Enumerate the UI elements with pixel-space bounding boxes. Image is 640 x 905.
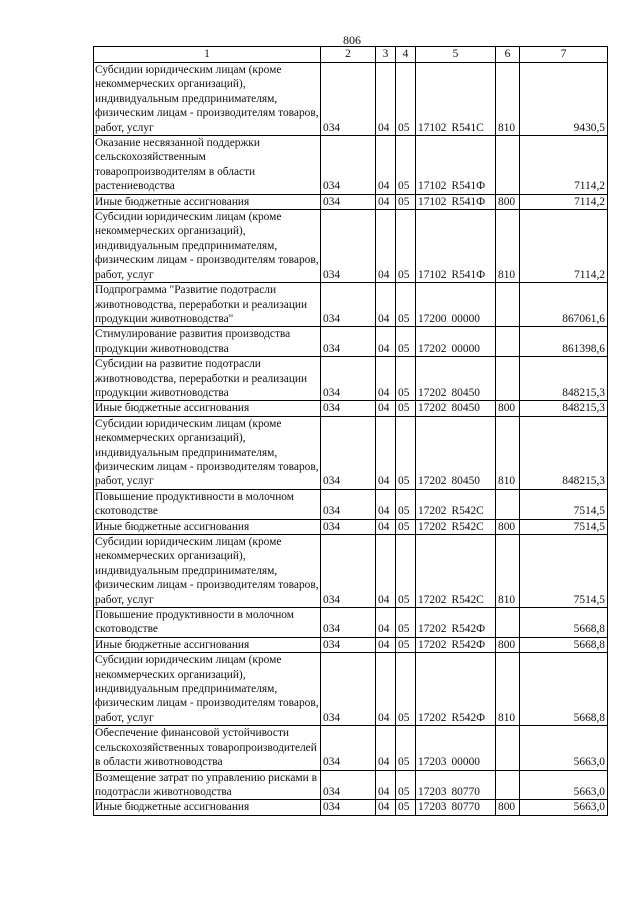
row-expense-type (496, 136, 520, 195)
row-name: Субсидии на развитие подотрасли животноводства, переработки и реализации продукции животноводства (94, 357, 321, 401)
row-section-code: 04 (376, 653, 396, 726)
table-row (94, 283, 608, 327)
row-expense-type: 800 (496, 800, 520, 815)
row-subsection-code: 05 (396, 63, 416, 136)
row-section-code: 04 (376, 194, 396, 209)
row-subsection-code: 05 (396, 357, 416, 401)
row-ministry-code: 034 (321, 489, 376, 519)
row-name: Субсидии юридическим лицам (кроме некоммерческих организаций), индивидуальным предпринимателям, физическим лицам - производителям товаров, работ, услуг (95, 536, 319, 606)
row-name: Повышение продуктивности в молочном скотоводстве (94, 489, 321, 519)
row-target-article (416, 800, 496, 815)
target-article-program: 17102 (418, 180, 447, 193)
row-ministry-code: 034 (321, 800, 376, 815)
target-article-program: 17202 (418, 386, 447, 399)
row-section-code: 04 (376, 519, 396, 534)
row-name: Стимулирование развития производства продукции животноводства (94, 327, 321, 357)
row-target-article (416, 283, 496, 327)
target-article-program: 17202 (418, 593, 447, 606)
target-article-code: 00000 (451, 342, 480, 355)
row-sum: 5668,8 (520, 653, 608, 726)
row-subsection-code: 05 (396, 637, 416, 652)
row-ministry-code: 034 (321, 357, 376, 401)
row-section-code: 04 (376, 416, 396, 489)
target-article-code: 80450 (451, 386, 480, 399)
row-expense-type (496, 357, 520, 401)
row-target-article (416, 210, 496, 283)
row-name: Оказание несвязанной поддержки сельскохозяйственным товаропроизводителям в области растениеводства (94, 136, 321, 195)
row-ministry-code: 034 (321, 63, 376, 136)
row-ministry-code: 034 (321, 726, 376, 770)
row-section-code: 04 (376, 535, 396, 608)
row-target-article (416, 608, 496, 638)
row-sum: 848215,3 (520, 416, 608, 489)
row-expense-type (496, 726, 520, 770)
row-sum: 848215,3 (520, 401, 608, 416)
row-ministry-code: 034 (321, 210, 376, 283)
row-subsection-code: 05 (396, 519, 416, 534)
row-expense-type: 810 (496, 63, 520, 136)
row-section-code: 04 (376, 210, 396, 283)
row-sum: 9430,5 (520, 63, 608, 136)
row-section-code: 04 (376, 283, 396, 327)
header-col-7: 7 (520, 47, 608, 63)
target-article-program: 17202 (418, 402, 447, 415)
row-name: Субсидии юридическим лицам (кроме некоммерческих организаций), индивидуальным предпринимателям, физическим лицам - производителям товаров, работ, услуг (95, 654, 319, 724)
table-row (94, 63, 608, 136)
row-subsection-code: 05 (396, 327, 416, 357)
row-expense-type: 800 (496, 519, 520, 534)
row-sum: 7514,5 (520, 519, 608, 534)
row-ministry-code: 034 (321, 637, 376, 652)
row-ministry-code: 034 (321, 283, 376, 327)
target-article-program: 17202 (418, 638, 447, 651)
table-row (94, 519, 608, 534)
row-target-article (416, 357, 496, 401)
target-article-code: 80450 (451, 402, 480, 415)
row-ministry-code: 034 (321, 401, 376, 416)
target-article-code: 80450 (451, 475, 480, 488)
header-col-1: 1 (94, 47, 321, 63)
row-section-code: 04 (376, 63, 396, 136)
table-row (94, 608, 608, 638)
target-article-code: 00000 (451, 312, 480, 325)
header-col-3: 3 (376, 47, 396, 63)
row-target-article (416, 726, 496, 770)
row-expense-type: 800 (496, 401, 520, 416)
target-article-program: 17102 (418, 268, 447, 281)
target-article-code: R541Ф (451, 180, 486, 193)
row-target-article (416, 401, 496, 416)
row-ministry-code: 034 (321, 519, 376, 534)
row-sum: 867061,6 (520, 283, 608, 327)
target-article-program: 17102 (418, 195, 447, 208)
row-expense-type: 800 (496, 637, 520, 652)
header-row (94, 47, 608, 63)
table-row (94, 357, 608, 401)
row-subsection-code: 05 (396, 726, 416, 770)
target-article-program: 17202 (418, 342, 447, 355)
target-article-program: 17202 (418, 475, 447, 488)
table-row (94, 637, 608, 652)
header-col-4: 4 (396, 47, 416, 63)
row-section-code: 04 (376, 357, 396, 401)
row-subsection-code: 05 (396, 653, 416, 726)
target-article-program: 17203 (418, 756, 447, 769)
row-name: Иные бюджетные ассигнования (94, 637, 321, 652)
target-article-program: 17102 (418, 121, 447, 134)
row-section-code: 04 (376, 770, 396, 800)
header-col-2: 2 (321, 47, 376, 63)
table-row (94, 194, 608, 209)
row-target-article (416, 489, 496, 519)
row-ministry-code: 034 (321, 194, 376, 209)
row-name: Подпрограмма "Развитие подотрасли животноводства, переработки и реализации продукции животноводства" (94, 283, 321, 327)
row-name: Субсидии юридическим лицам (кроме некоммерческих организаций), индивидуальным предпринимателям, физическим лицам - производителям товаров, работ, услуг (95, 64, 319, 134)
target-article-program: 17203 (418, 801, 447, 814)
header-col-6: 6 (496, 47, 520, 63)
target-article-program: 17202 (418, 711, 447, 724)
row-section-code: 04 (376, 401, 396, 416)
row-sum: 7114,2 (520, 210, 608, 283)
target-article-code: R541С (451, 121, 484, 134)
row-sum: 5663,0 (520, 770, 608, 800)
row-ministry-code: 034 (321, 136, 376, 195)
row-target-article (416, 136, 496, 195)
row-name: Обеспечение финансовой устойчивости сельскохозяйственных товаропроизводителей в области животноводства (94, 726, 321, 770)
row-expense-type (496, 327, 520, 357)
row-target-article (416, 653, 496, 726)
row-section-code: 04 (376, 726, 396, 770)
row-sum: 7514,5 (520, 489, 608, 519)
target-article-program: 17202 (418, 520, 447, 533)
row-subsection-code: 05 (396, 136, 416, 195)
table-row (94, 535, 608, 608)
row-name: Иные бюджетные ассигнования (94, 401, 321, 416)
row-subsection-code: 05 (396, 283, 416, 327)
row-target-article (416, 637, 496, 652)
table-row (94, 416, 608, 489)
row-expense-type: 810 (496, 653, 520, 726)
target-article-code: 80770 (451, 801, 480, 814)
target-article-program: 17202 (418, 623, 447, 636)
target-article-code: R541Ф (451, 268, 486, 281)
row-section-code: 04 (376, 637, 396, 652)
row-name: Субсидии юридическим лицам (кроме некоммерческих организаций), индивидуальным предпринимателям, физическим лицам - производителям товаров, работ, услуг (95, 211, 319, 281)
row-section-code: 04 (376, 136, 396, 195)
table-row (94, 136, 608, 195)
row-name: Иные бюджетные ассигнования (94, 519, 321, 534)
row-subsection-code: 05 (396, 608, 416, 638)
target-article-code: R542С (451, 505, 484, 518)
budget-table (93, 46, 608, 816)
row-expense-type (496, 608, 520, 638)
row-target-article (416, 416, 496, 489)
row-section-code: 04 (376, 327, 396, 357)
row-subsection-code: 05 (396, 416, 416, 489)
row-ministry-code: 034 (321, 327, 376, 357)
row-subsection-code: 05 (396, 770, 416, 800)
row-ministry-code: 034 (321, 416, 376, 489)
row-sum: 7114,2 (520, 194, 608, 209)
row-ministry-code: 034 (321, 653, 376, 726)
row-target-article (416, 535, 496, 608)
target-article-program: 17203 (418, 785, 447, 798)
row-subsection-code: 05 (396, 535, 416, 608)
row-section-code: 04 (376, 608, 396, 638)
row-name: Субсидии юридическим лицам (кроме некоммерческих организаций), индивидуальным предпринимателям, физическим лицам - производителям товаров, работ, услуг (95, 417, 319, 488)
row-ministry-code: 034 (321, 535, 376, 608)
row-name: Повышение продуктивности в молочном скотоводстве (94, 608, 321, 638)
row-sum: 5668,8 (520, 608, 608, 638)
row-subsection-code: 05 (396, 401, 416, 416)
row-target-article (416, 770, 496, 800)
row-expense-type (496, 770, 520, 800)
row-subsection-code: 05 (396, 210, 416, 283)
table-row (94, 489, 608, 519)
row-sum: 5663,0 (520, 800, 608, 815)
row-name: Возмещение затрат по управлению рисками в подотрасли животноводства (94, 770, 321, 800)
row-expense-type (496, 283, 520, 327)
target-article-code: 00000 (451, 756, 480, 769)
row-subsection-code: 05 (396, 489, 416, 519)
row-section-code: 04 (376, 489, 396, 519)
row-sum: 7114,2 (520, 136, 608, 195)
row-section-code: 04 (376, 800, 396, 815)
header-col-5: 5 (416, 47, 496, 63)
target-article-code: R542С (451, 593, 484, 606)
target-article-code: R542Ф (451, 623, 486, 636)
table-row (94, 726, 608, 770)
target-article-program: 17202 (418, 505, 447, 518)
row-expense-type (496, 489, 520, 519)
row-sum: 5663,0 (520, 726, 608, 770)
row-expense-type: 810 (496, 210, 520, 283)
row-target-article (416, 327, 496, 357)
row-ministry-code: 034 (321, 608, 376, 638)
row-sum: 5668,8 (520, 637, 608, 652)
target-article-program: 17200 (418, 312, 447, 325)
target-article-code: 80770 (451, 785, 480, 798)
target-article-code: R542Ф (451, 711, 486, 724)
target-article-code: R542С (451, 520, 484, 533)
row-expense-type: 810 (496, 416, 520, 489)
target-article-code: R542Ф (451, 638, 486, 651)
table-body (94, 63, 608, 816)
row-expense-type: 810 (496, 535, 520, 608)
table-row (94, 653, 608, 726)
row-sum: 861398,6 (520, 327, 608, 357)
row-sum: 848215,3 (520, 357, 608, 401)
row-subsection-code: 05 (396, 800, 416, 815)
row-name: Иные бюджетные ассигнования (94, 194, 321, 209)
table-row (94, 800, 608, 815)
row-target-article (416, 194, 496, 209)
row-target-article (416, 519, 496, 534)
row-sum: 7514,5 (520, 535, 608, 608)
table-row (94, 210, 608, 283)
row-ministry-code: 034 (321, 770, 376, 800)
row-subsection-code: 05 (396, 194, 416, 209)
row-target-article (416, 63, 496, 136)
table-row (94, 770, 608, 800)
row-expense-type: 800 (496, 194, 520, 209)
page-number: 806 (343, 33, 361, 47)
table-row (94, 401, 608, 416)
table-row (94, 327, 608, 357)
row-name: Иные бюджетные ассигнования (94, 800, 321, 815)
target-article-code: R541Ф (451, 195, 486, 208)
